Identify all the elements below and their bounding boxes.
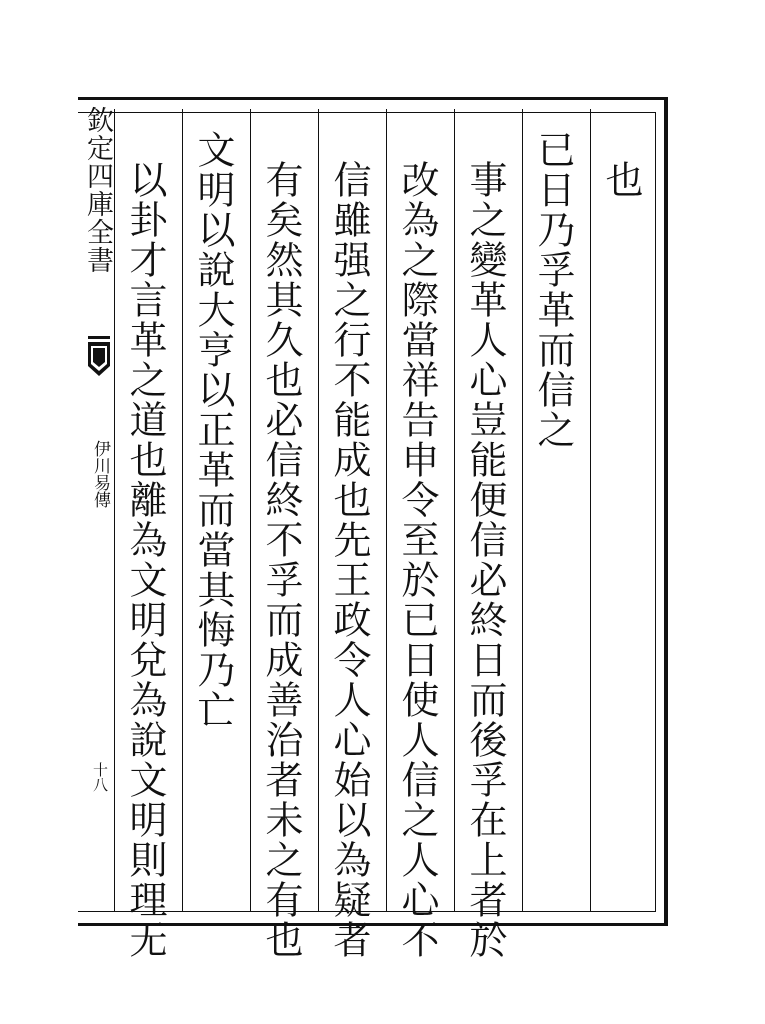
text-column-4: 改為之際當祥告申令至於已日使人信之人心不 <box>395 160 439 960</box>
column-rule <box>386 109 387 911</box>
text-column-5: 信雖强之行不能成也先王政令人心始以為疑者 <box>327 160 371 960</box>
book-title: 伊川易傳 <box>90 440 110 508</box>
column-rule <box>182 109 183 911</box>
collection-title: 欽定四庫全書 <box>82 106 113 274</box>
text-column-3: 事之變革人心豈能便信必終日而後孚在上者於 <box>463 160 507 960</box>
text-column-6: 有矣然其久也必信終不孚而成善治者未之有也 <box>259 160 303 960</box>
column-rule <box>590 109 591 911</box>
text-column-1: 也 <box>599 160 643 200</box>
column-rule <box>454 109 455 911</box>
text-column-7: 文明以說大亨以正革而當其悔乃亡 <box>191 130 235 730</box>
column-rule <box>114 109 115 911</box>
text-column-8: 以卦才言革之道也離為文明兌為說文明則理无 <box>123 160 167 960</box>
column-rule <box>318 109 319 911</box>
column-rule <box>250 109 251 911</box>
fishtail-mark-icon <box>88 336 110 378</box>
text-column-2: 已日乃孚革而信之 <box>531 130 575 450</box>
column-rule <box>522 109 523 911</box>
page-number: 十八 <box>91 762 109 792</box>
